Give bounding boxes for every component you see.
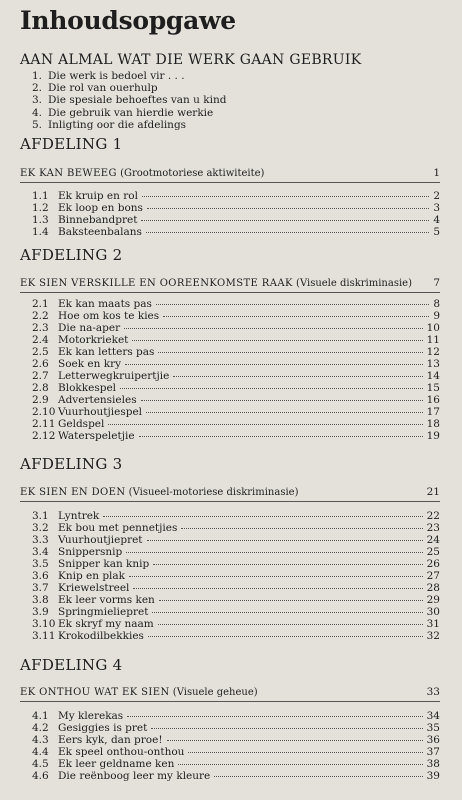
section-title-row bbox=[20, 277, 440, 289]
dot-leader bbox=[139, 436, 423, 437]
entry-label: Eers kyk, dan proe! bbox=[58, 734, 163, 746]
entry-label: Motorkrieket bbox=[58, 334, 129, 346]
entry-label: Ek leer vorms ken bbox=[58, 594, 155, 606]
section-title: EK SIEN VERSKILLE EN OOREENKOMSTE RAAK bbox=[20, 278, 293, 289]
entry-page: 30 bbox=[426, 606, 440, 618]
intro-item bbox=[32, 107, 226, 119]
entry-page: 29 bbox=[426, 594, 440, 606]
entry-page: 34 bbox=[426, 710, 440, 722]
entry-page: 5 bbox=[433, 226, 440, 238]
section-title: EK KAN BEWEEG bbox=[20, 168, 117, 179]
toc-entry bbox=[32, 570, 440, 582]
dot-leader bbox=[181, 528, 422, 529]
entry-number: 2.6 bbox=[32, 358, 49, 370]
entry-number: 3.6 bbox=[32, 570, 49, 582]
entry-number: 4.5 bbox=[32, 758, 49, 770]
toc-entry bbox=[32, 722, 440, 734]
entry-page: 17 bbox=[426, 406, 440, 418]
entry-label: Gesiggies is pret bbox=[58, 722, 148, 734]
toc-entry bbox=[32, 594, 440, 606]
entry-number: 3.2 bbox=[32, 522, 49, 534]
toc-entry bbox=[32, 382, 440, 394]
section-page: 21 bbox=[426, 486, 440, 498]
entry-page: 37 bbox=[426, 746, 440, 758]
dot-leader bbox=[156, 304, 429, 305]
section-page: 1 bbox=[433, 167, 440, 179]
toc-entry bbox=[32, 606, 440, 618]
entry-number: 2.8 bbox=[32, 382, 49, 394]
dot-leader bbox=[148, 636, 423, 637]
entry-label: Binnebandpret bbox=[58, 214, 138, 226]
entry-page: 31 bbox=[426, 618, 440, 630]
entry-label: Ek kan maats pas bbox=[58, 298, 152, 310]
entry-number: 2.12 bbox=[32, 430, 56, 442]
entry-page: 10 bbox=[426, 322, 440, 334]
entry-page: 3 bbox=[433, 202, 440, 214]
intro-item-number: 4. bbox=[32, 106, 43, 119]
entry-label: Ek bou met pennetjies bbox=[58, 522, 178, 534]
section-heading: AFDELING 4 bbox=[20, 656, 123, 674]
entry-number: 3.9 bbox=[32, 606, 49, 618]
toc-entry bbox=[32, 394, 440, 406]
toc-entry bbox=[32, 582, 440, 594]
intro-item-label: Die werk is bedoel vir . . . bbox=[48, 70, 185, 82]
dot-leader bbox=[167, 740, 423, 741]
entry-number: 2.7 bbox=[32, 370, 49, 382]
intro-item-number: 3. bbox=[32, 94, 43, 107]
entry-page: 8 bbox=[433, 298, 440, 310]
entry-page: 4 bbox=[433, 214, 440, 226]
toc-entry bbox=[32, 710, 440, 722]
entry-number: 2.10 bbox=[32, 406, 56, 418]
section-divider bbox=[20, 182, 440, 183]
entry-number: 2.5 bbox=[32, 346, 49, 358]
section-items bbox=[32, 510, 440, 642]
toc-entry bbox=[32, 406, 440, 418]
entry-label: My klerekas bbox=[58, 710, 124, 722]
entry-number: 2.4 bbox=[32, 334, 49, 346]
intro-item-label: Die gebruik van hierdie werkie bbox=[48, 106, 214, 119]
section-heading: AFDELING 3 bbox=[20, 455, 123, 473]
section-page: 33 bbox=[426, 686, 440, 698]
entry-number: 3.3 bbox=[32, 534, 49, 546]
toc-entry bbox=[32, 310, 440, 322]
entry-label: Ek skryf my naam bbox=[58, 618, 154, 630]
entry-number: 2.9 bbox=[32, 394, 49, 406]
entry-page: 12 bbox=[426, 346, 440, 358]
dot-leader bbox=[141, 220, 429, 221]
section-subtitle: (Visuele diskriminasie) bbox=[296, 278, 412, 289]
entry-label: Ek kruip en rol bbox=[58, 190, 138, 202]
entry-number: 1.1 bbox=[32, 190, 49, 202]
entry-label: Snippersnip bbox=[58, 546, 123, 558]
toc-entry bbox=[32, 558, 440, 570]
entry-label: Kriewelstreel bbox=[58, 582, 130, 594]
entry-label: Hoe om kos te kies bbox=[58, 310, 160, 322]
dot-leader bbox=[214, 776, 422, 777]
entry-number: 2.11 bbox=[32, 418, 56, 430]
entry-number: 3.10 bbox=[32, 618, 56, 630]
intro-list bbox=[32, 70, 226, 131]
entry-number: 3.1 bbox=[32, 510, 49, 522]
entry-label: Ek speel onthou-onthou bbox=[58, 746, 185, 758]
entry-number: 4.1 bbox=[32, 710, 49, 722]
entry-page: 13 bbox=[426, 358, 440, 370]
section-heading: AFDELING 2 bbox=[20, 246, 123, 264]
intro-item-number: 2. bbox=[32, 82, 43, 95]
entry-label: Blokkespel bbox=[58, 382, 117, 394]
toc-entry bbox=[32, 534, 440, 546]
entry-page: 18 bbox=[426, 418, 440, 430]
section-title-row bbox=[20, 686, 440, 698]
entry-page: 25 bbox=[426, 546, 440, 558]
section-title: EK SIEN EN DOEN bbox=[20, 487, 126, 498]
dot-leader bbox=[108, 424, 422, 425]
entry-number: 3.4 bbox=[32, 546, 49, 558]
dot-leader bbox=[147, 208, 429, 209]
dot-leader bbox=[124, 328, 423, 329]
toc-entry bbox=[32, 190, 440, 202]
dot-leader bbox=[127, 716, 422, 717]
toc-entry bbox=[32, 334, 440, 346]
entry-page: 9 bbox=[433, 310, 440, 322]
section-page: 7 bbox=[433, 277, 440, 289]
toc-entry bbox=[32, 346, 440, 358]
dot-leader bbox=[147, 540, 423, 541]
entry-label: Krokodilbekkies bbox=[58, 630, 144, 642]
entry-label: Soek en kry bbox=[58, 358, 122, 370]
toc-entry bbox=[32, 630, 440, 642]
entry-number: 3.5 bbox=[32, 558, 49, 570]
toc-entry bbox=[32, 370, 440, 382]
entry-label: Die reënboog leer my kleure bbox=[58, 770, 211, 782]
dot-leader bbox=[133, 588, 422, 589]
section-title-row bbox=[20, 486, 440, 498]
entry-label: Snipper kan knip bbox=[58, 558, 150, 570]
entry-page: 26 bbox=[426, 558, 440, 570]
toc-entry bbox=[32, 746, 440, 758]
entry-page: 14 bbox=[426, 370, 440, 382]
entry-page: 11 bbox=[426, 334, 440, 346]
entry-page: 22 bbox=[426, 510, 440, 522]
intro-item bbox=[32, 70, 226, 82]
entry-label: Knip en plak bbox=[58, 570, 126, 582]
entry-label: Lyntrek bbox=[58, 510, 100, 522]
entry-page: 35 bbox=[426, 722, 440, 734]
toc-entry bbox=[32, 734, 440, 746]
entry-label: Ek leer geldname ken bbox=[58, 758, 175, 770]
toc-entry bbox=[32, 758, 440, 770]
intro-item-number: 5. bbox=[32, 118, 43, 131]
entry-number: 3.8 bbox=[32, 594, 49, 606]
entry-page: 23 bbox=[426, 522, 440, 534]
dot-leader bbox=[146, 412, 423, 413]
dot-leader bbox=[125, 364, 423, 365]
entry-number: 1.2 bbox=[32, 202, 49, 214]
toc-entry bbox=[32, 226, 440, 238]
intro-item-label: Inligting oor die afdelings bbox=[48, 118, 187, 131]
dot-leader bbox=[178, 764, 422, 765]
section-divider bbox=[20, 701, 440, 702]
entry-number: 1.3 bbox=[32, 214, 49, 226]
toc-entry bbox=[32, 430, 440, 442]
dot-leader bbox=[152, 612, 422, 613]
dot-leader bbox=[126, 552, 422, 553]
toc-entry bbox=[32, 522, 440, 534]
dot-leader bbox=[173, 376, 422, 377]
dot-leader bbox=[141, 400, 423, 401]
entry-label: Geldspel bbox=[58, 418, 105, 430]
entry-page: 36 bbox=[426, 734, 440, 746]
section-subtitle: (Visuele geheue) bbox=[172, 687, 258, 698]
dot-leader bbox=[132, 340, 422, 341]
intro-item bbox=[32, 82, 226, 94]
intro-item-number: 1. bbox=[32, 70, 43, 82]
dot-leader bbox=[129, 576, 423, 577]
entry-page: 16 bbox=[426, 394, 440, 406]
dot-leader bbox=[151, 728, 422, 729]
entry-page: 28 bbox=[426, 582, 440, 594]
section-divider bbox=[20, 292, 440, 293]
entry-page: 38 bbox=[426, 758, 440, 770]
toc-entry bbox=[32, 322, 440, 334]
entry-page: 27 bbox=[426, 570, 440, 582]
toc-entry bbox=[32, 618, 440, 630]
entry-number: 2.1 bbox=[32, 298, 49, 310]
dot-leader bbox=[146, 232, 429, 233]
dot-leader bbox=[158, 624, 423, 625]
entry-page: 2 bbox=[433, 190, 440, 202]
section-divider bbox=[20, 501, 440, 502]
entry-number: 3.11 bbox=[32, 630, 56, 642]
dot-leader bbox=[103, 516, 422, 517]
section-items bbox=[32, 298, 440, 442]
toc-entry bbox=[32, 546, 440, 558]
entry-page: 32 bbox=[426, 630, 440, 642]
section-subtitle: (Visueel-motoriese diskriminasie) bbox=[128, 487, 299, 498]
entry-number: 3.7 bbox=[32, 582, 49, 594]
section-title: EK ONTHOU WAT EK SIEN bbox=[20, 687, 170, 698]
toc-entry bbox=[32, 510, 440, 522]
entry-page: 19 bbox=[426, 430, 440, 442]
entry-page: 39 bbox=[426, 770, 440, 782]
intro-item bbox=[32, 119, 226, 131]
entry-label: Baksteenbalans bbox=[58, 226, 142, 238]
intro-item-label: Die spesiale behoeftes van u kind bbox=[48, 94, 227, 107]
entry-label: Ek loop en bons bbox=[58, 202, 143, 214]
entry-number: 4.3 bbox=[32, 734, 49, 746]
section-heading: AFDELING 1 bbox=[20, 135, 123, 153]
entry-label: Springmieliepret bbox=[58, 606, 149, 618]
page-title: Inhoudsopgawe bbox=[20, 6, 236, 35]
dot-leader bbox=[159, 600, 423, 601]
entry-number: 2.2 bbox=[32, 310, 49, 322]
entry-number: 4.2 bbox=[32, 722, 49, 734]
intro-heading: AAN ALMAL WAT DIE WERK GAAN GEBRUIK bbox=[20, 52, 362, 68]
toc-entry bbox=[32, 298, 440, 310]
entry-label: Vuurhoutjiespel bbox=[58, 406, 143, 418]
entry-page: 15 bbox=[426, 382, 440, 394]
intro-item-label: Die rol van ouerhulp bbox=[48, 82, 158, 95]
dot-leader bbox=[163, 316, 429, 317]
toc-entry bbox=[32, 418, 440, 430]
entry-number: 4.4 bbox=[32, 746, 49, 758]
dot-leader bbox=[158, 352, 422, 353]
entry-label: Vuurhoutjiepret bbox=[58, 534, 143, 546]
dot-leader bbox=[120, 388, 423, 389]
entry-number: 2.3 bbox=[32, 322, 49, 334]
entry-page: 24 bbox=[426, 534, 440, 546]
section-subtitle: (Grootmotoriese aktiwiteite) bbox=[120, 168, 265, 179]
dot-leader bbox=[153, 564, 422, 565]
toc-entry bbox=[32, 358, 440, 370]
intro-item bbox=[32, 94, 226, 106]
entry-label: Advertensieles bbox=[58, 394, 137, 406]
toc-entry bbox=[32, 214, 440, 226]
entry-number: 1.4 bbox=[32, 226, 49, 238]
dot-leader bbox=[188, 752, 422, 753]
toc-entry bbox=[32, 202, 440, 214]
dot-leader bbox=[142, 196, 429, 197]
entry-label: Waterspeletjie bbox=[58, 430, 135, 442]
toc-entry bbox=[32, 770, 440, 782]
entry-label: Die na-aper bbox=[58, 322, 121, 334]
section-title-row bbox=[20, 167, 440, 179]
section-items bbox=[32, 190, 440, 238]
entry-label: Letterwegkruipertjie bbox=[58, 370, 170, 382]
section-items bbox=[32, 710, 440, 782]
entry-number: 4.6 bbox=[32, 770, 49, 782]
entry-label: Ek kan letters pas bbox=[58, 346, 155, 358]
